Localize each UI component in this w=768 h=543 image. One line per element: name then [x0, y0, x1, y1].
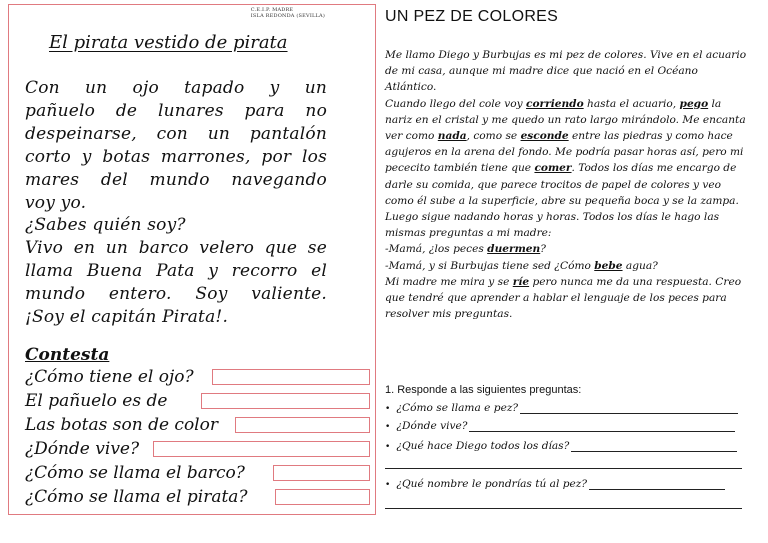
fish-story	[385, 47, 747, 322]
bullet-icon: •	[385, 404, 391, 414]
story-line: despeinarse, con un pantalón	[25, 123, 327, 144]
underlined-word: esconde	[520, 130, 569, 143]
school-header	[251, 7, 325, 19]
underlined-word: corriendo	[526, 97, 584, 110]
questions-heading: 1. Responde a las siguientes preguntas:	[385, 384, 582, 396]
answer-line[interactable]	[469, 430, 735, 432]
fish-title: UN PEZ DE COLORES	[385, 8, 559, 25]
question-item	[385, 402, 738, 414]
bullet-icon: •	[385, 442, 391, 452]
text-span: . Todos los días me encargo de darle su comida, que parece trocitos de papel de colores y veo como él sube a la superficie, abre su pequeña boca y se la zampa. Luego sigue nadando horas y horas. Todos los días le hago las mismas preguntas a mi madre:	[385, 162, 739, 240]
pirate-story	[25, 77, 327, 329]
answer-box-scarf[interactable]	[201, 393, 370, 409]
pirate-worksheet	[8, 4, 376, 515]
underlined-word: pego	[679, 97, 709, 110]
underlined-word: nada	[437, 130, 467, 143]
question-text: ¿Cómo se llama e pez?	[396, 402, 519, 414]
text-span: hasta el acuario,	[583, 97, 680, 110]
bullet-icon: •	[385, 480, 391, 490]
text-span: -Mamá, ¿los peces	[385, 243, 488, 256]
text-span: Mi madre me mira y se	[385, 275, 513, 288]
text-span: Cuando llego del cole voy	[385, 97, 527, 110]
story-line: llama Buena Pata y recorro el	[25, 261, 327, 282]
story-line: Con un ojo tapado y un	[25, 78, 327, 98]
story-line: corto y botas marrones, por los	[25, 146, 327, 167]
story-paragraph	[385, 274, 747, 323]
question-text: ¿Cómo tiene el ojo?	[25, 367, 194, 387]
underlined-word: duermen	[487, 243, 541, 256]
story-paragraph	[385, 241, 747, 257]
story-line: mares del mundo navegando	[25, 169, 327, 190]
pirate-title: El pirata vestido de pirata	[49, 32, 288, 53]
school-line-2: ISLA REDONDA (SEVILLA)	[250, 13, 325, 19]
school-line-1: C.E.I.P. MADRE	[250, 7, 294, 13]
question-item	[385, 478, 725, 490]
story-line: ¡Soy el capitán Pirata!.	[25, 307, 229, 328]
answer-box-eye[interactable]	[212, 369, 370, 385]
text-span: , como se	[466, 130, 521, 143]
question-text: ¿Cómo se llama el pirata?	[25, 487, 248, 507]
story-line: mundo entero. Soy valiente.	[25, 284, 327, 305]
question-text: ¿Dónde vive?	[25, 439, 140, 459]
question-item	[385, 440, 737, 452]
answer-box-boots[interactable]	[235, 417, 370, 433]
underlined-word: comer	[534, 162, 572, 175]
question-row	[25, 367, 194, 387]
question-text: ¿Dónde vive?	[396, 420, 468, 432]
text-span: ?	[540, 243, 546, 256]
text-span: -Mamá, y si Burbujas tiene sed ¿Cómo	[385, 259, 595, 272]
answer-line[interactable]	[520, 412, 738, 414]
question-text: ¿Cómo se llama el barco?	[25, 463, 245, 483]
answer-line[interactable]	[571, 450, 737, 452]
question-row	[25, 415, 218, 435]
question-row	[25, 391, 167, 411]
underlined-word: ríe	[512, 275, 530, 288]
question-text: El pañuelo es de	[25, 391, 168, 411]
story-paragraph	[385, 96, 747, 242]
question-item	[385, 420, 735, 432]
question-text: ¿Qué hace Diego todos los días?	[396, 440, 570, 452]
answer-line[interactable]	[385, 508, 742, 509]
answer-box-ship[interactable]	[273, 465, 370, 481]
answer-line[interactable]	[385, 468, 742, 469]
question-row	[25, 439, 139, 459]
question-row	[25, 487, 248, 507]
underlined-word: bebe	[594, 259, 623, 272]
text-span: entre las piedras y como hace agujeros en la arena del fondo. Me podría pasar horas así, pero mi pececito también tiene que	[385, 130, 744, 175]
bullet-icon: •	[385, 422, 391, 432]
question-text: Las botas son de color	[25, 415, 218, 435]
story-line: voy yo.	[25, 192, 87, 213]
answer-line[interactable]	[589, 488, 725, 490]
question-text: ¿Qué nombre le pondrías tú al pez?	[396, 478, 588, 490]
fish-worksheet	[385, 0, 760, 543]
answer-box-pirate-name[interactable]	[275, 489, 370, 505]
story-line: pañuelo de lunares para no	[25, 100, 327, 121]
answer-box-home[interactable]	[153, 441, 370, 457]
contesta-heading: Contesta	[25, 345, 110, 365]
text-span: la nariz en el cristal y me quedo un rato largo mirándolo. Me encanta ver como	[385, 97, 746, 143]
story-line: Vivo en un barco velero que se	[25, 238, 327, 259]
text-span: agua?	[622, 259, 658, 272]
question-row	[25, 463, 245, 483]
story-paragraph: Me llamo Diego y Burbujas es mi pez de colores. Vive en el acuario de mi casa, aunque mi madre dice que nació en el Océano Atlántico.	[385, 49, 747, 94]
story-paragraph	[385, 258, 747, 274]
text-span: pero nunca me da una respuesta. Creo que tendré que aprender a hablar el lenguaje de los peces para resolver mis preguntas.	[385, 275, 742, 321]
story-line: ¿Sabes quién soy?	[25, 215, 186, 236]
